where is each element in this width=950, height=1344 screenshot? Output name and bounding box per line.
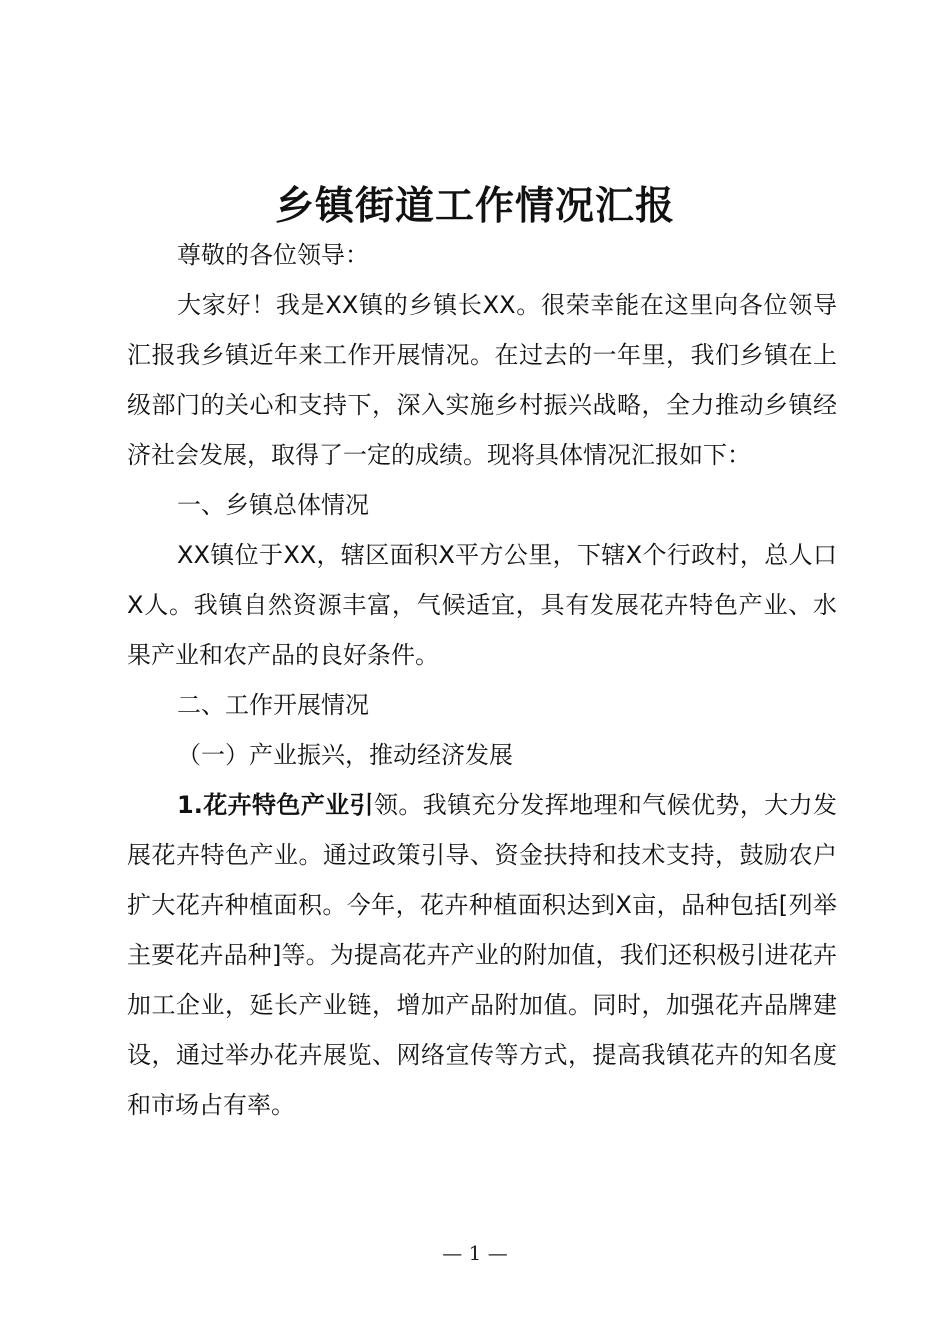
- salutation: 尊敬的各位领导：: [177, 241, 369, 269]
- section-1-paragraph: XX镇位于XX，辖区面积X平方公里，下辖X个行政村，总人口X人。我镇自然资源丰富，气候适宜，具有发展花卉特色产业、水果产业和农产品的良好条件。: [127, 541, 837, 669]
- intro-paragraph: 大家好！我是XX镇的乡镇长XX。很荣幸能在这里向各位领导汇报我乡镇近年来工作开展情况。在过去的一年里，我们乡镇在上级部门的关心和支持下，深入实施乡村振兴战略，全力推动乡镇经济社会发展，取得了一定的成绩。现将具体情况汇报如下：: [127, 291, 837, 469]
- document-body: [127, 230, 837, 1130]
- section-2-heading: 二、工作开展情况: [177, 691, 369, 719]
- subsection-1-heading: （一）产业振兴，推动经济发展: [177, 741, 513, 769]
- item-1-paragraph: [127, 780, 837, 1130]
- item-1-text: 领。我镇充分发挥地理和气候优势，大力发展花卉特色产业。通过政策引导、资金扶持和技术支持，鼓励农户扩大花卉种植面积。今年，花卉种植面积达到X亩，品种包括[列举主要花卉品种]等。为提高花卉产业的附加值，我们还积极引进花卉加工企业，延长产业链，增加产品附加值。同时，加强花卉品牌建设，通过举办花卉展览、网络宣传等方式，提高我镇花卉的知名度和市场占有率。: [127, 791, 837, 1119]
- section-1-heading: 一、乡镇总体情况: [177, 491, 369, 519]
- item-1-lead: 1.花卉特色产业引: [177, 791, 374, 819]
- document-title: 乡镇街道工作情况汇报: [274, 183, 675, 229]
- page-number: — 1 —: [442, 1241, 508, 1265]
